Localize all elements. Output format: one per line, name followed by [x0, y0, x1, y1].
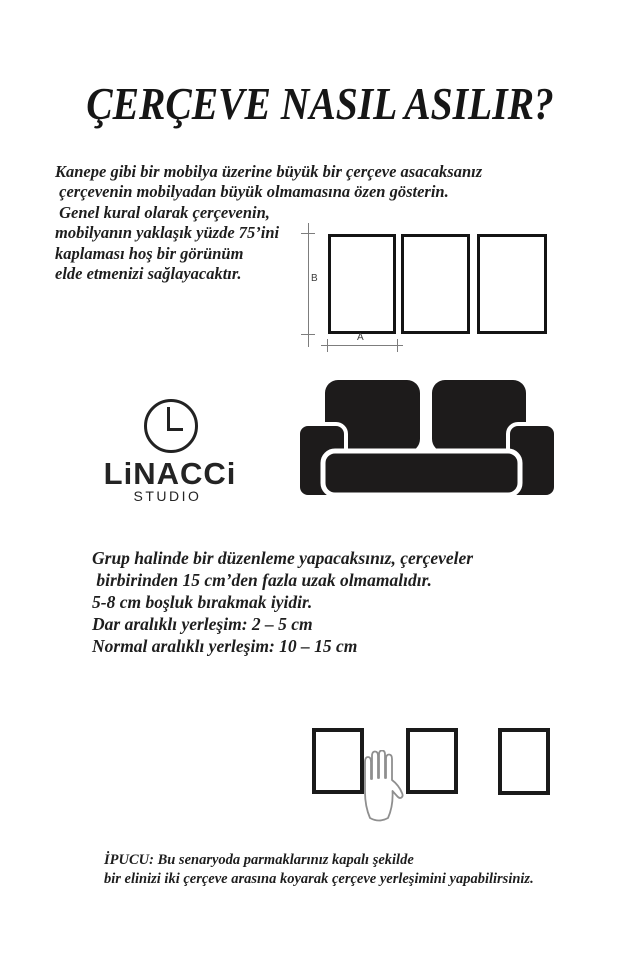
intro-line: mobilyanın yaklaşık yüzde 75’ini [55, 223, 280, 243]
sofa-illustration [296, 378, 558, 500]
logo-subtitle: STUDIO [133, 488, 202, 504]
spacing-line: birbirinden 15 cm’den fazla uzak olmamalıdır. [92, 570, 432, 590]
large-frame-3 [477, 234, 547, 334]
small-frame-3 [498, 728, 550, 795]
logo-wordmark: LiNACCi [103, 456, 237, 491]
spacing-line: Grup halinde bir düzenleme yapacaksınız, çerçeveler [92, 548, 474, 568]
small-frame-2 [406, 728, 458, 794]
intro-line: Genel kural olarak çerçevenin, [55, 202, 270, 222]
intro-line: Kanepe gibi bir mobilya üzerine büyük bir çerçeve asacaksanız [55, 162, 483, 181]
dimension-line-horizontal [321, 345, 403, 346]
large-frame-1 [328, 234, 396, 334]
tip-line: bir elinizi iki çerçeve arasına koyarak çerçeve yerleşimini yapabilirsiniz. [104, 870, 534, 887]
spacing-rules-paragraph [92, 547, 473, 657]
hand-icon [362, 750, 406, 822]
spacing-line: Normal aralıklı yerleşim: 10 – 15 cm [92, 636, 358, 656]
dimension-tick [301, 233, 315, 234]
clock-icon [144, 399, 198, 453]
dimension-line-vertical [308, 223, 309, 347]
large-frame-2 [401, 234, 470, 334]
clock-hand-hour [167, 428, 183, 431]
intro-line: elde etmenizi sağlayacaktır. [55, 264, 242, 284]
dimension-label-b: B [311, 273, 318, 284]
spacing-line: 5-8 cm boşluk bırakmak iyidir. [92, 592, 313, 612]
dimension-tick [397, 339, 398, 352]
intro-line: kaplaması hoş bir görünüm [55, 243, 244, 263]
tip-line: İPUCU: Bu senaryoda parmaklarınız kapalı şekilde [104, 852, 414, 868]
dimension-tick [301, 334, 315, 335]
dimension-label-a: A [357, 332, 364, 343]
intro-line: çerçevenin mobilyadan büyük olmamasına özen gösterin. [55, 182, 449, 202]
spacing-line: Dar aralıklı yerleşim: 2 – 5 cm [92, 614, 313, 634]
tip-paragraph [104, 851, 534, 889]
page-title: ÇERÇEVE NASIL ASILIR? [86, 78, 554, 129]
small-frame-1 [312, 728, 364, 794]
dimension-tick [327, 339, 328, 352]
